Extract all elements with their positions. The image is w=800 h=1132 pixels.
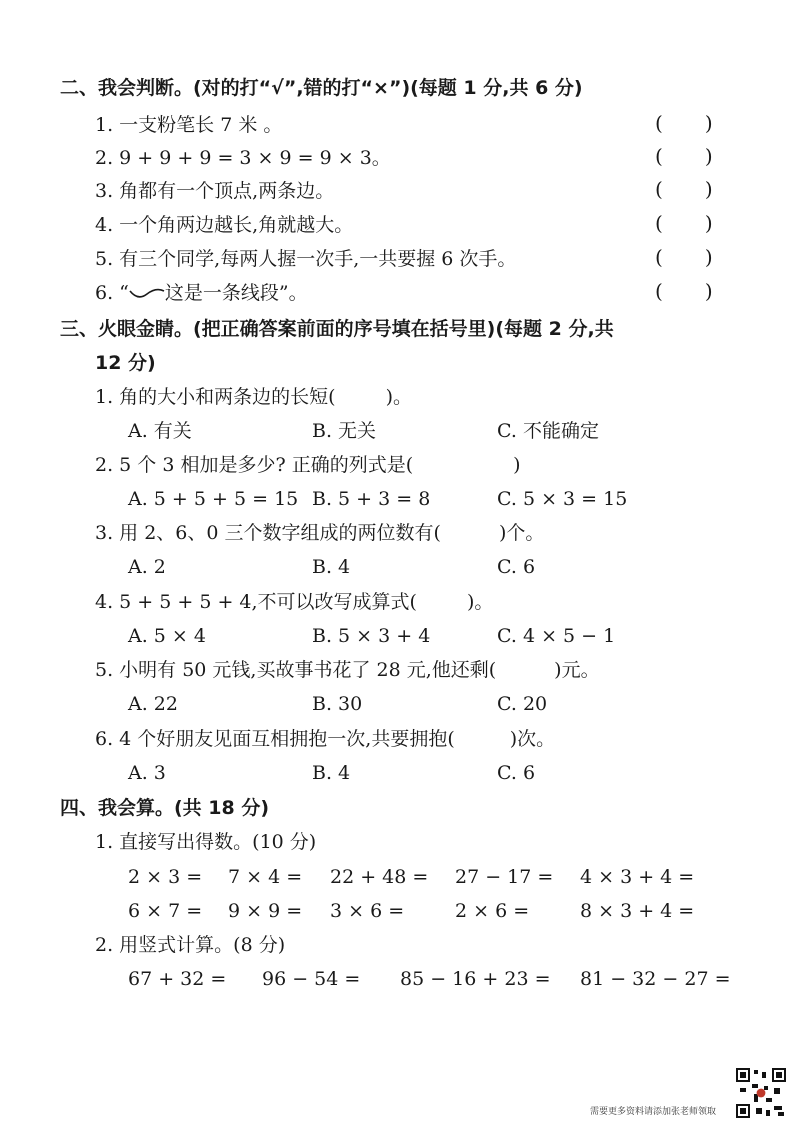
judge-item-3: 3. 角都有一个顶点,两条边。: [95, 180, 335, 202]
answer-paren-3[interactable]: ( ): [655, 177, 713, 201]
footer-note: 需要更多资料请添加张老师领取: [590, 1107, 717, 1117]
q5-option-c: C. 20: [497, 693, 548, 715]
q6-option-b: B. 4: [312, 762, 351, 784]
judge-item-2: 2. 9 + 9 + 9 = 3 × 9 = 9 × 3。: [95, 147, 391, 169]
q1-option-b: B. 无关: [312, 420, 377, 442]
section4-title: 四、我会算。(共 18 分): [60, 797, 270, 819]
q6-option-a: A. 3: [128, 762, 166, 784]
judge-item-6: [95, 280, 308, 306]
wavy-line-icon: [129, 288, 165, 300]
q5-option-b: B. 30: [312, 693, 363, 715]
vcalc-2: 96 − 54 =: [262, 968, 361, 990]
calc-r1-c2: 7 × 4 =: [228, 866, 303, 888]
q3-option-b: B. 4: [312, 556, 351, 578]
q1-option-c: C. 不能确定: [497, 420, 599, 442]
mental-math-title: 1. 直接写出得数。(10 分): [95, 831, 317, 853]
qr-code-icon: [736, 1068, 786, 1118]
choice-question-5: 5. 小明有 50 元钱,买故事书花了 28 元,他还剩( )元。: [95, 659, 600, 681]
answer-paren-6[interactable]: ( ): [655, 279, 713, 303]
answer-paren-1[interactable]: ( ): [655, 111, 713, 135]
q3-option-a: A. 2: [128, 556, 166, 578]
calc-r2-c4: 2 × 6 =: [455, 900, 530, 922]
judge-item-6-prefix: 6. “: [95, 282, 129, 304]
section2-title: 二、我会判断。(对的打“√”,错的打“×”)(每题 1 分,共 6 分): [60, 77, 583, 99]
choice-question-4: 4. 5 + 5 + 5 + 4,不可以改写成算式( )。: [95, 591, 494, 613]
q2-option-a: A. 5 + 5 + 5 = 15: [128, 488, 299, 510]
q1-option-a: A. 有关: [128, 420, 192, 442]
choice-question-6: 6. 4 个好朋友见面互相拥抱一次,共要拥抱( )次。: [95, 728, 556, 750]
q2-option-c: C. 5 × 3 = 15: [497, 488, 628, 510]
vcalc-3: 85 − 16 + 23 =: [400, 968, 551, 990]
calc-r1-c4: 27 − 17 =: [455, 866, 554, 888]
vertical-calc-title: 2. 用竖式计算。(8 分): [95, 934, 286, 956]
calc-r2-c2: 9 × 9 =: [228, 900, 303, 922]
section3-title-cont: 12 分): [95, 352, 156, 374]
vcalc-4: 81 − 32 − 27 =: [580, 968, 731, 990]
calc-r2-c1: 6 × 7 =: [128, 900, 203, 922]
answer-paren-5[interactable]: ( ): [655, 245, 713, 269]
q5-option-a: A. 22: [128, 693, 178, 715]
section3-title: 三、火眼金睛。(把正确答案前面的序号填在括号里)(每题 2 分,共: [60, 318, 614, 340]
choice-question-1: 1. 角的大小和两条边的长短( )。: [95, 386, 413, 408]
vcalc-1: 67 + 32 =: [128, 968, 227, 990]
q2-option-b: B. 5 + 3 = 8: [312, 488, 431, 510]
calc-r1-c3: 22 + 48 =: [330, 866, 429, 888]
q3-option-c: C. 6: [497, 556, 536, 578]
calc-r1-c5: 4 × 3 + 4 =: [580, 866, 695, 888]
judge-item-6-suffix: 这是一条线段”。: [164, 282, 308, 304]
calc-r2-c5: 8 × 3 + 4 =: [580, 900, 695, 922]
calc-r1-c1: 2 × 3 =: [128, 866, 203, 888]
q4-option-a: A. 5 × 4: [128, 625, 206, 647]
q6-option-c: C. 6: [497, 762, 536, 784]
judge-item-5: 5. 有三个同学,每两人握一次手,一共要握 6 次手。: [95, 248, 517, 270]
answer-paren-2[interactable]: ( ): [655, 144, 713, 168]
calc-r2-c3: 3 × 6 =: [330, 900, 405, 922]
q4-option-c: C. 4 × 5 − 1: [497, 625, 616, 647]
judge-item-4: 4. 一个角两边越长,角就越大。: [95, 214, 354, 236]
judge-item-1: 1. 一支粉笔长 7 米 。: [95, 114, 283, 136]
choice-question-3: 3. 用 2、6、0 三个数字组成的两位数有( )个。: [95, 522, 545, 544]
choice-question-2: 2. 5 个 3 相加是多少? 正确的列式是( ): [95, 454, 521, 476]
answer-paren-4[interactable]: ( ): [655, 211, 713, 235]
q4-option-b: B. 5 × 3 + 4: [312, 625, 431, 647]
